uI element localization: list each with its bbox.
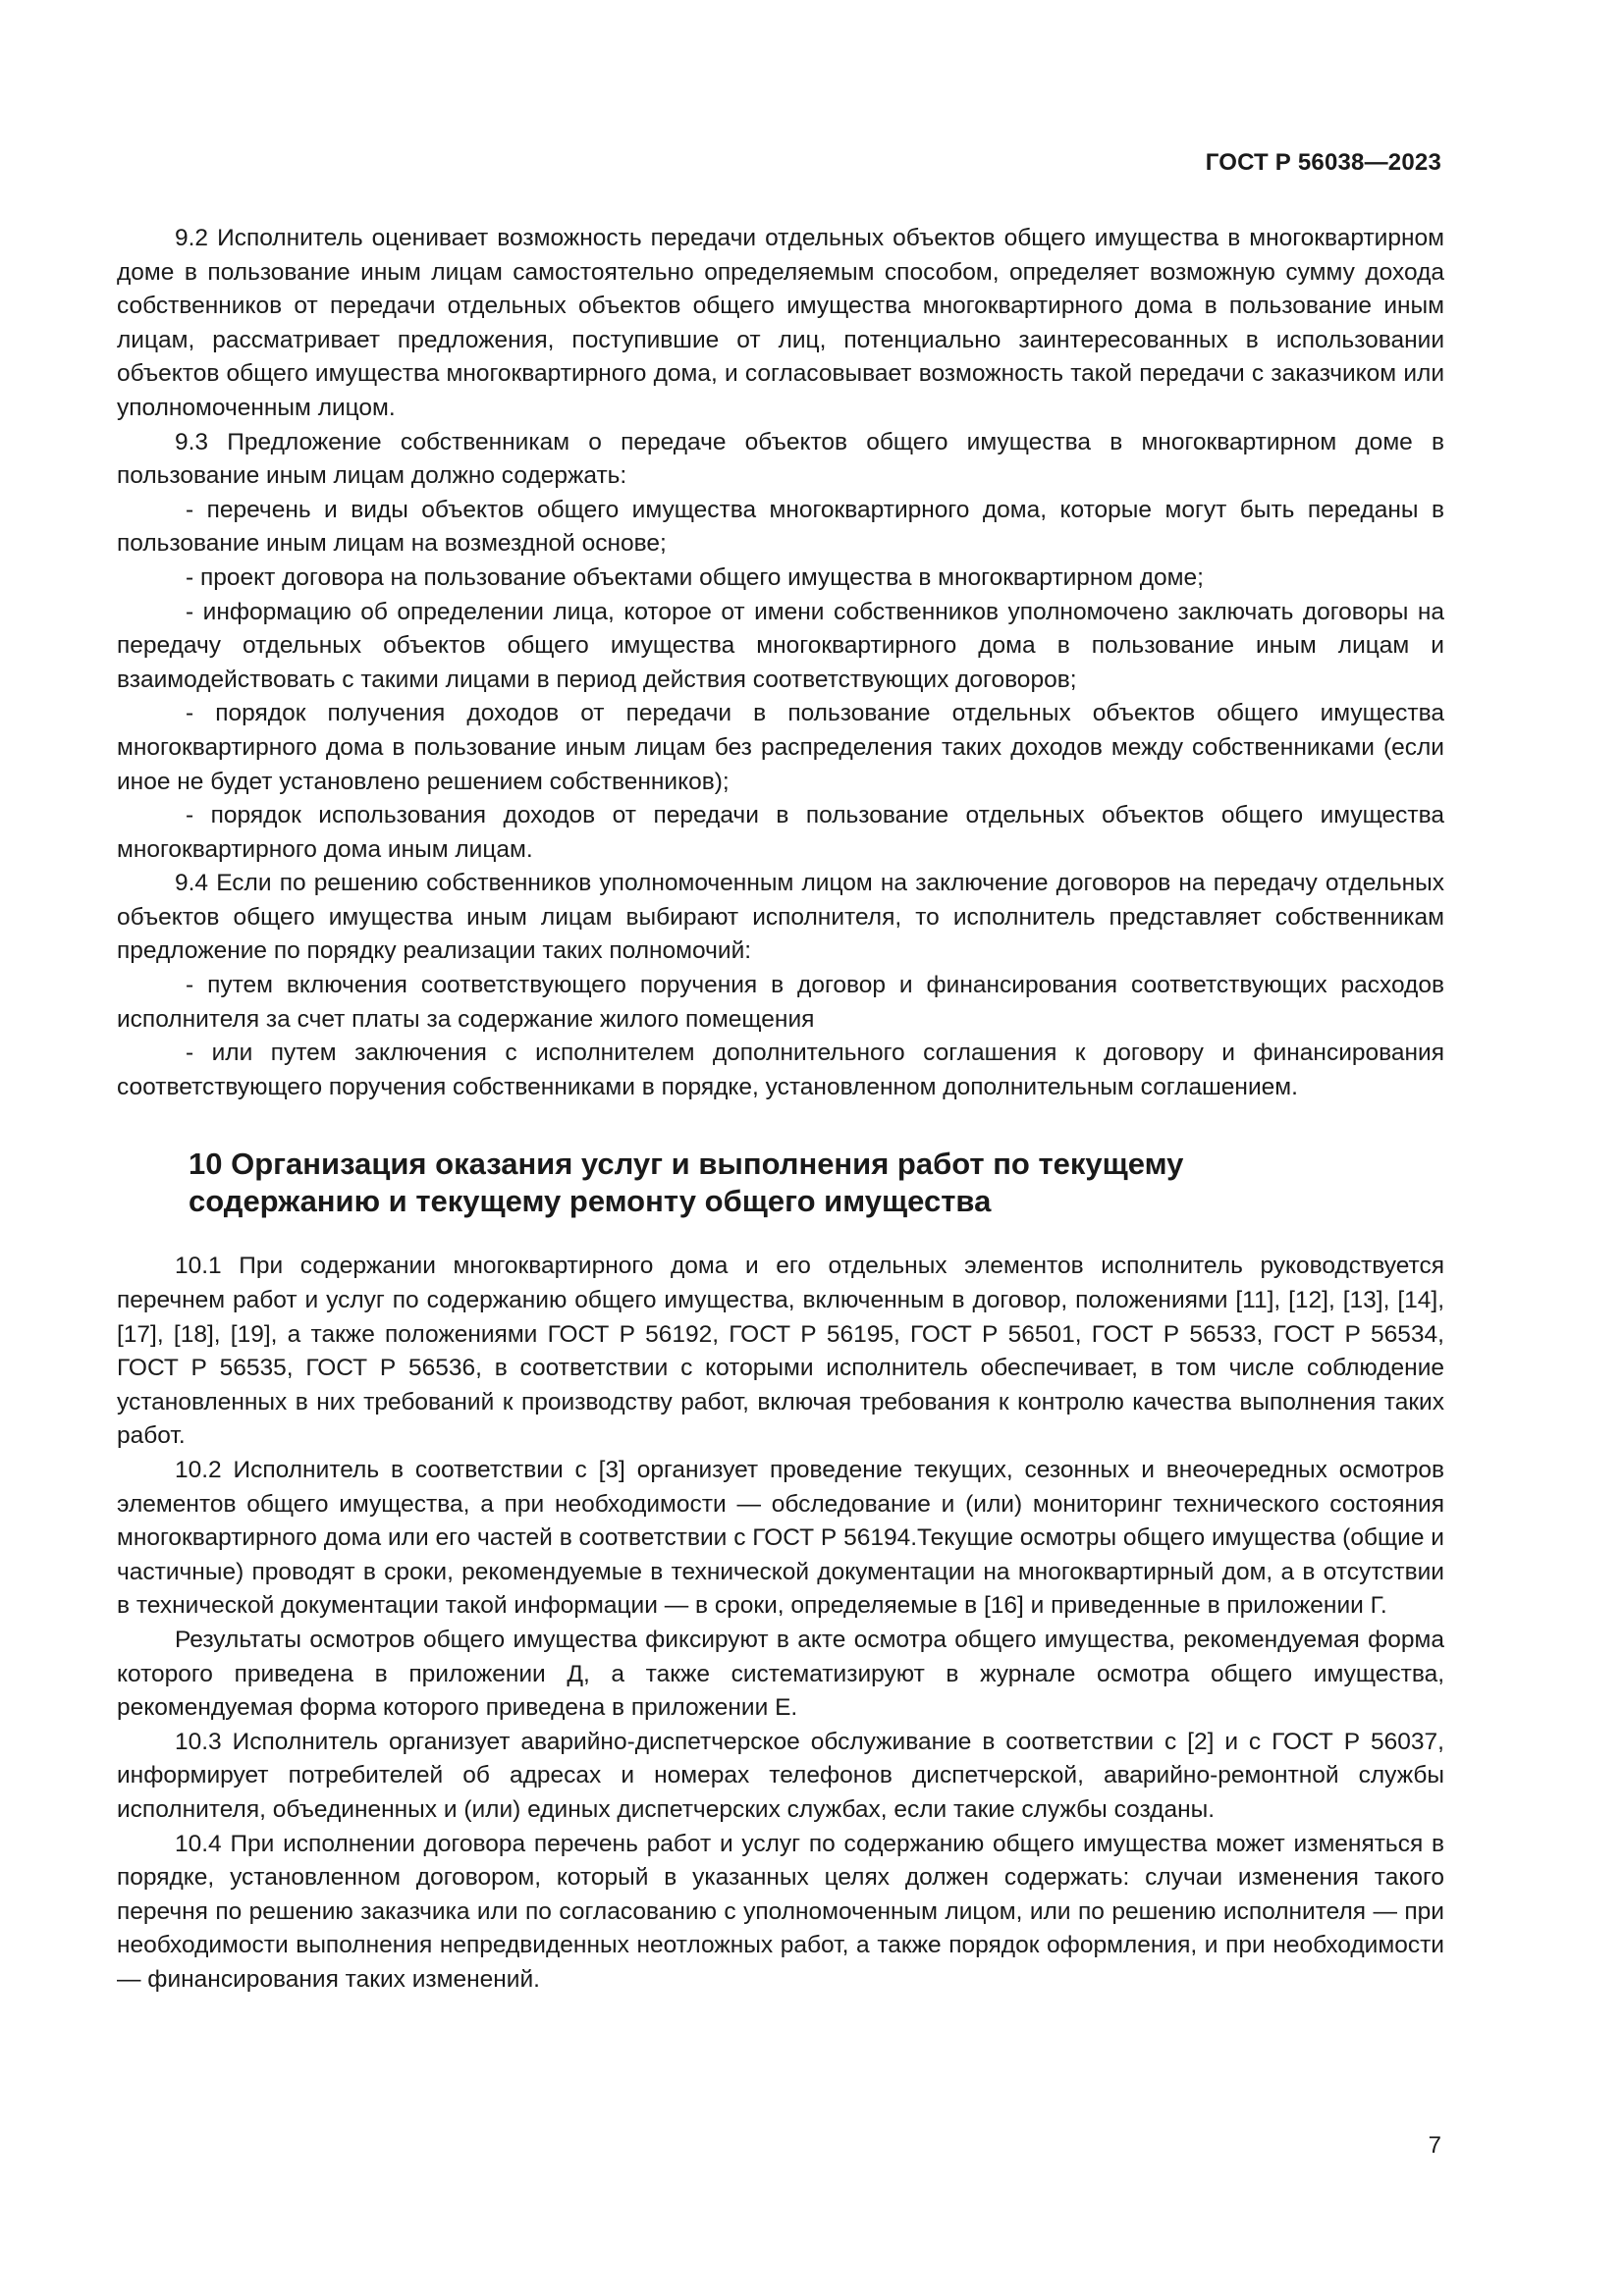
paragraph-9-4: 9.4 Если по решению собственников уполномоченным лицом на заключение договоров на передачу отдельных объектов общего имущества иным лицам выбирают исполнителя, то исполнитель представляет собственникам предложение по порядку реализации таких полномочий: bbox=[117, 870, 1444, 965]
paragraph-9-2: 9.2 Исполнитель оценивает возможность передачи отдельных объектов общего имущества в многоквартирном доме в пользование иным лицам самостоятельно определяемым способом, определяет возможную сумму дохода собственников от передачи отдельных объектов общего имущества многоквартирного дома в пользование иным лицам, рассматривает предложения, поступившие от лиц, потенциально заинтересованных в использовании объектов общего имущества многоквартирного дома, и согласовывает возможность такой передачи с заказчиком или уполномоченным лицом. bbox=[117, 225, 1444, 421]
paragraph-inspection-results: Результаты осмотров общего имущества фиксируют в акте осмотра общего имущества, рекомендуемая форма которого приведена в приложении Д, а также систематизируют в журнале осмотра общего имущества, рекомендуемая форма которого приведена в приложении Е. bbox=[117, 1626, 1444, 1722]
paragraph-10-1: 10.1 При содержании многоквартирного дома и его отдельных элементов исполнитель руководствуется перечнем работ и услуг по содержанию общего имущества, включенным в договор, положениями [11], [12], [13], [14], [17], [18], [19], а также положениями ГОСТ Р 56192, ГОСТ Р 56195, ГОСТ Р 56501, ГОСТ Р 56533, ГОСТ Р 56534, ГОСТ Р 56535, ГОСТ Р 56536, в соответствии с которыми исполнитель обеспечивает, в том числе соблюдение установленных в них требований к производству работ, включая требования к контролю качества выполнения таких работ. bbox=[117, 1253, 1444, 1450]
list-item: - проект договора на пользование объектами общего имущества в многоквартирном доме; bbox=[186, 563, 1204, 591]
paragraph-10-3: 10.3 Исполнитель организует аварийно-диспетчерское обслуживание в соответствии с [2] и с ГОСТ Р 56037, информирует потребителей об адресах и номерах телефонов диспетчерской, аварийно-ремонтной службы исполнителя, объединенных и (или) единых диспетчерских службах, если такие службы созданы. bbox=[117, 1728, 1444, 1823]
list-item: - или путем заключения с исполнителем дополнительного соглашения к договору и финансирования соответствующего поручения собственниками в порядке, установленном дополнительным соглашением. bbox=[117, 1040, 1444, 1100]
section-10-heading-line-1: 10 Организация оказания услуг и выполнения работ по текущему bbox=[189, 1147, 1184, 1182]
standard-code-header: ГОСТ Р 56038—2023 bbox=[1205, 149, 1441, 176]
list-item: - порядок получения доходов от передачи в пользование отдельных объектов общего имущества многоквартирного дома в пользование иным лицам без распределения таких доходов между собственниками (если иное не будет установлено решением собственников); bbox=[117, 700, 1444, 795]
paragraph-9-3: 9.3 Предложение собственникам о передаче объектов общего имущества в многоквартирном доме в пользование иным лицам должно содержать: bbox=[117, 428, 1444, 490]
paragraph-10-4: 10.4 При исполнении договора перечень работ и услуг по содержанию общего имущества может изменяться в порядке, установленном договором, который в указанных целях должен содержать: случаи изменения такого перечня по решению заказчика или по согласованию с уполномоченным лицом, или по решению исполнителя — при необходимости выполнения непредвиденных неотложных работ, а также порядок оформления, и при необходимости — финансирования таких изменений. bbox=[117, 1830, 1444, 1993]
list-item: - информацию об определении лица, которое от имени собственников уполномочено заключать договоры на передачу отдельных объектов общего имущества многоквартирного дома в пользование иным лицам и взаимодействовать с такими лицами в период действия соответствующих договоров; bbox=[117, 598, 1444, 693]
list-item: - порядок использования доходов от передачи в пользование отдельных объектов общего имущества многоквартирного дома иным лицам. bbox=[117, 802, 1444, 863]
list-item: - перечень и виды объектов общего имущества многоквартирного дома, которые могут быть переданы в пользование иным лицам на возмездной основе; bbox=[117, 496, 1444, 558]
list-item: - путем включения соответствующего поручения в договор и финансирования соответствующих расходов исполнителя за счет платы за содержание жилого помещения bbox=[117, 972, 1444, 1033]
section-10-heading bbox=[117, 1146, 1444, 1220]
document-body bbox=[117, 222, 1444, 1998]
paragraph-10-2: 10.2 Исполнитель в соответствии с [3] организует проведение текущих, сезонных и внеочередных осмотров элементов общего имущества, а при необходимости — обследование и (или) мониторинг технического состояния многоквартирного дома или его частей в соответствии с ГОСТ Р 56194.Текущие осмотры общего имущества (общие и частичные) проводят в сроки, рекомендуемые в технической документации на многоквартирный дом, а в отсутствии в технической документации такой информации — в сроки, определяемые в [16] и приведенные в приложении Г. bbox=[117, 1457, 1444, 1620]
section-10-heading-line-2: содержанию и текущему ремонту общего имущества bbox=[189, 1184, 992, 1219]
page-number: 7 bbox=[1428, 2132, 1441, 2159]
